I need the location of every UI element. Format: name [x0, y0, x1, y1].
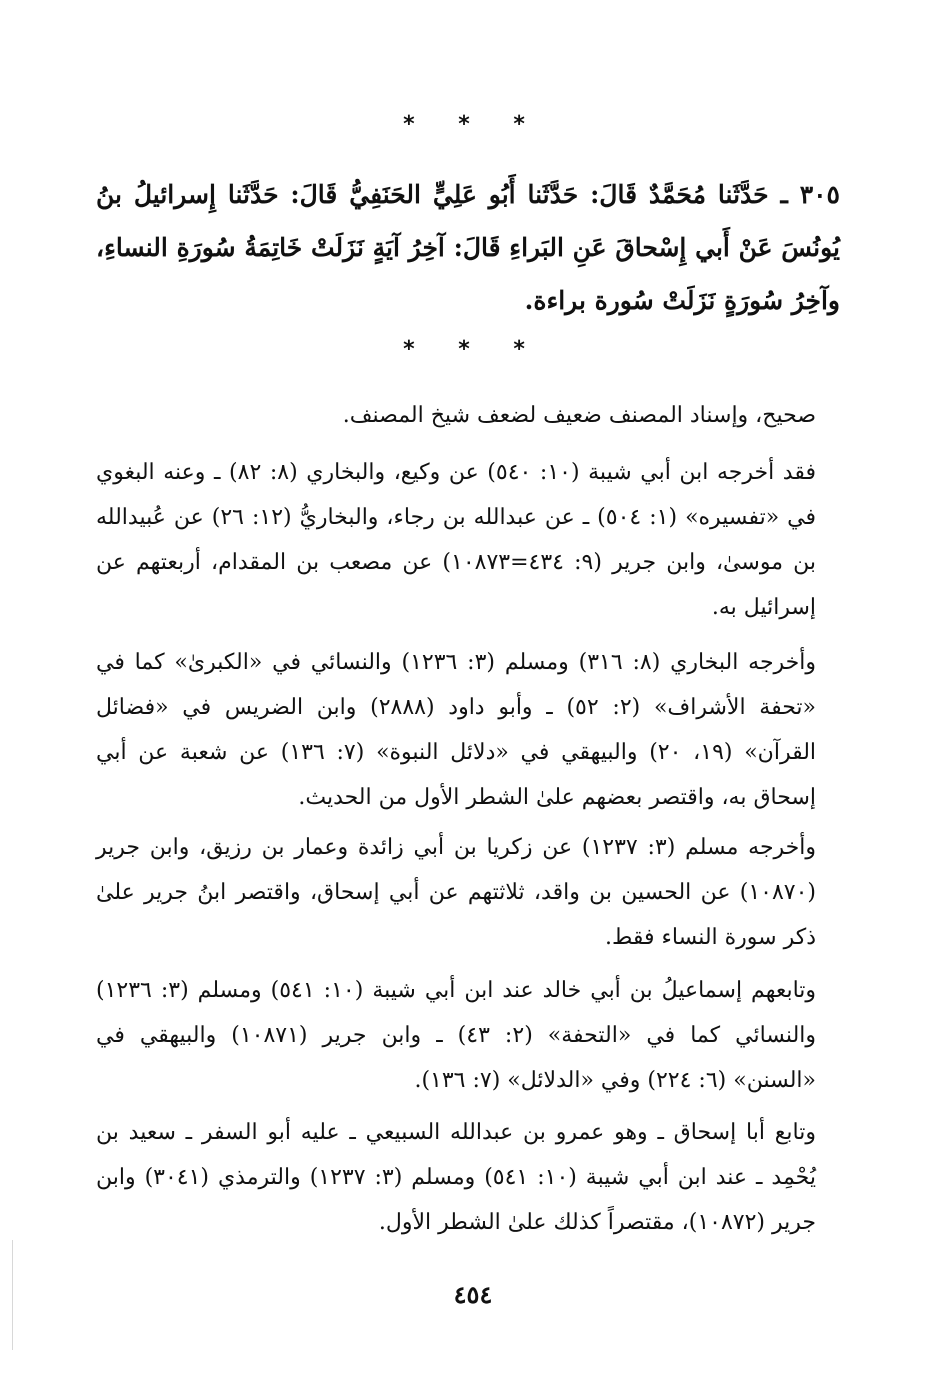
- takhrij-paragraph-5: وتابع أبا إسحاق ـ وهو عمرو بن عبدالله السبيعي ـ عليه أبو السفر ـ سعيد بن يُحْمِد ـ عند ابن أبي شيبة (١٠: ٥٤١) ومسلم (٣: ١٢٣٧) والترمذي (٣٠٤١) وابن جرير (١٠٨٧٢)، مقتصراً كذلك علىٰ الشطر الأول.: [96, 1120, 817, 1235]
- page-number: ٤٥٤: [453, 1280, 493, 1309]
- grading-paragraph: صحيح، وإسناد المصنف ضعيف لضعف شيخ المصنف.: [342, 403, 816, 428]
- scan-edge-line: [12, 1240, 13, 1350]
- takhrij-paragraph-3: وأخرجه مسلم (٣: ١٢٣٧) عن زكريا بن أبي زائدة وعمار بن رزيق، وابن جرير (١٠٨٧٠) عن الحسين بن واقد، ثلاثتهم عن أبي إسحاق، واقتصر ابنُ جرير علىٰ ذكر سورة النساء فقط.: [96, 835, 817, 950]
- separator-bottom: * * *: [403, 337, 543, 362]
- takhrij-paragraph-4: وتابعهم إسماعيلُ بن أبي خالد عند ابن أبي شيبة (١٠: ٥٤١) ومسلم (٣: ١٢٣٦) والنسائي كما في «التحفة» (٢: ٤٣) ـ وابن جرير (١٠٨٧١) والبيهقي في «السنن» (٦: ٢٢٤) وفي «الدلائل» (٧: ١٣٦).: [96, 978, 817, 1093]
- takhrij-paragraph-2: وأخرجه البخاري (٨: ٣١٦) ومسلم (٣: ١٢٣٦) والنسائي في «الكبرىٰ» كما في «تحفة الأشراف» (٢: ٥٢) ـ وأبو داود (٢٨٨٨) وابن الضريس في «فضائل القرآن» (١٩، ٢٠) والبيهقي في «دلائل النبوة» (٧: ١٣٦) عن شعبة عن أبي إسحاق به، واقتصر بعضهم علىٰ الشطر الأول من الحديث.: [96, 650, 817, 810]
- takhrij-paragraph-1: فقد أخرجه ابن أبي شيبة (١٠: ٥٤٠) عن وكيع، والبخاري (٨: ٨٢) ـ وعنه البغوي في «تفسيره» (١: ٥٠٤) ـ عن عبدالله بن رجاء، والبخاريُّ (١٢: ٢٦) عن عُبيدالله بن موسىٰ، وابن جرير (٩: ٤٣٤=١٠٨٧٣) عن مصعب بن المقدام، أربعتهم عن إسرائيل به.: [96, 460, 817, 620]
- separator-top: * * *: [403, 112, 543, 137]
- hadith-text: ٣٠٥ ـ حَدَّثَنا مُحَمَّدٌ قَالَ: حَدَّثَنا أَبُو عَلِيٍّ الحَنَفِيُّ قَالَ: حَدَّثَنا إِسرائيلُ بنُ يُونُسَ عَنْ أَبي إِسْحاقَ عَنِ البَراءِ قَالَ: آخِرُ آيَةٍ نَزَلَتْ خَاتِمَةُ سُورَةِ النساءِ، وآخِرُ سُورَةٍ نَزَلَتْ سُورة براءة.: [96, 180, 840, 315]
